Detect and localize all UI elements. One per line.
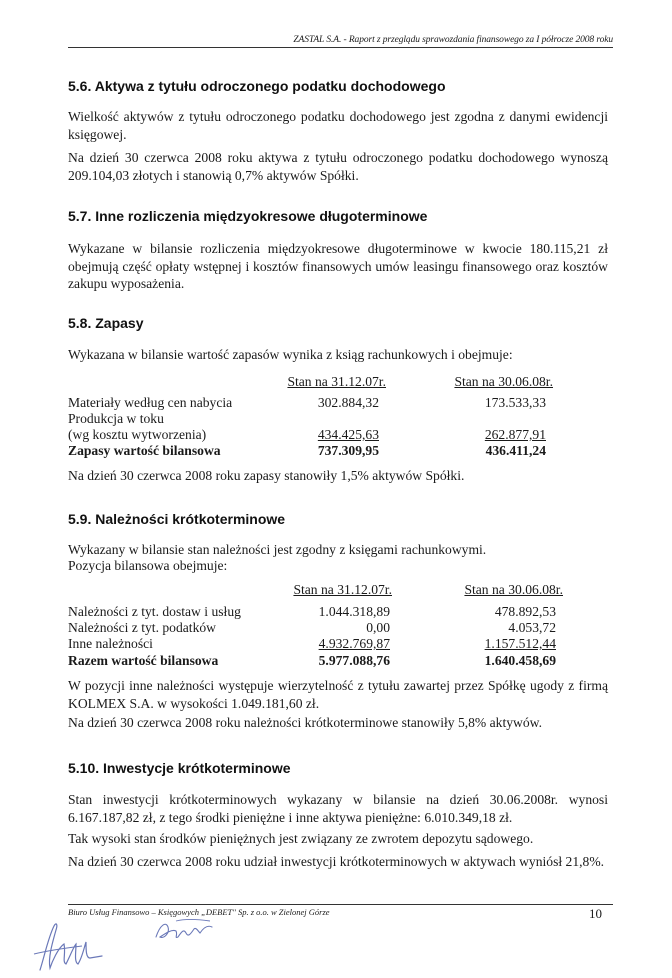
- inventory-total-label: Zapasy wartość bilansowa: [68, 443, 221, 458]
- signature-mark-right: [150, 915, 220, 947]
- section-5-7-paragraph: Wykazane w bilansie rozliczenia międzyokresowe długoterminowe w kwocie 180.115,21 zł obejmują część opłaty wstępnej i kosztów finansowych umów leasingu finansowego oraz kosztów zakupu wyposażenia.: [68, 241, 608, 291]
- receivables-row-label: Inne należności: [68, 636, 153, 651]
- section-5-9-heading: 5.9. Należności krótkoterminowe: [68, 511, 286, 527]
- inventory-total-2007: 737.309,95: [317, 443, 379, 458]
- section-5-8-intro: Wykazana w bilansie wartość zapasów wynika z ksiąg rachunkowych i obejmuje:: [68, 347, 513, 362]
- page-number: 10: [589, 906, 602, 921]
- inventory-total-2008: 436.411,24: [485, 443, 546, 458]
- section-5-10-paragraph-1: Stan inwestycji krótkoterminowych wykazany w bilansie na dzień 30.06.2008r. wynosi 6.167.187,82 zł, z tego środki pieniężne i inne aktywa pieniężne: 6.010.349,18 zł.: [68, 792, 608, 825]
- receivables-total-2007: 5.977.088,76: [318, 653, 390, 668]
- section-5-6-paragraph-1: Wielkość aktywów z tytułu odroczonego podatku dochodowego jest zgodna z danymi ewidencji księgowej.: [68, 109, 608, 142]
- receivables-row-value-2007: 1.044.318,89: [318, 604, 390, 619]
- receivables-row-value-2007: 4.932.769,87: [318, 636, 390, 651]
- receivables-row-value-2008: 478.892,53: [494, 604, 556, 619]
- receivables-col-header-2008: Stan na 30.06.08r.: [464, 582, 563, 597]
- section-5-6-heading: 5.6. Aktywa z tytułu odroczonego podatku dochodowego: [68, 78, 446, 94]
- section-5-8-heading: 5.8. Zapasy: [68, 315, 144, 331]
- receivables-total-label: Razem wartość bilansowa: [68, 653, 219, 668]
- section-5-10-paragraph-2: Tak wysoki stan środków pieniężnych jest związany ze zwrotem depozytu sądowego.: [68, 831, 534, 846]
- receivables-row-label: Należności z tyt. podatków: [68, 620, 216, 635]
- inventory-row-value-2008: 262.877,91: [484, 427, 546, 442]
- receivables-row-label: Należności z tyt. dostaw i usług: [68, 604, 241, 619]
- receivables-total-2008: 1.640.458,69: [484, 653, 556, 668]
- section-5-10-heading: 5.10. Inwestycje krótkoterminowe: [68, 760, 291, 776]
- inventory-col-header-2008: Stan na 30.06.08r.: [454, 374, 553, 389]
- inventory-col-header-2007: Stan na 31.12.07r.: [287, 374, 386, 389]
- section-5-9-paragraph-2: Na dzień 30 czerwca 2008 roku należności krótkoterminowe stanowiły 5,8% aktywów.: [68, 715, 543, 730]
- inventory-row-label: (wg kosztu wytworzenia): [68, 427, 207, 442]
- signature-mark-left: [30, 918, 120, 976]
- receivables-row-value-2008: 1.157.512,44: [484, 636, 556, 651]
- receivables-col-header-2007: Stan na 31.12.07r.: [293, 582, 392, 597]
- section-5-9-intro-2: Pozycja bilansowa obejmuje:: [68, 558, 228, 573]
- footer-company: Biuro Usług Finansowo – Księgowych „DEBET" Sp. z o.o. w Zielonej Górze: [68, 907, 330, 917]
- section-5-10-paragraph-3: Na dzień 30 czerwca 2008 roku udział inwestycji krótkoterminowych w aktywach wyniósł 21,8%.: [68, 854, 605, 869]
- section-5-8-paragraph-2: Na dzień 30 czerwca 2008 roku zapasy stanowiły 1,5% aktywów Spółki.: [68, 468, 465, 483]
- inventory-row-label: Produkcja w toku: [68, 411, 164, 426]
- section-5-9-intro-1: Wykazany w bilansie stan należności jest zgodny z księgami rachunkowymi.: [68, 542, 487, 557]
- inventory-row-value-2007: 302.884,32: [317, 395, 379, 410]
- section-5-7-heading: 5.7. Inne rozliczenia międzyokresowe długoterminowe: [68, 208, 428, 224]
- inventory-row-value-2007: 434.425,63: [317, 427, 379, 442]
- footer-rule: [68, 904, 613, 905]
- section-5-6-paragraph-2: Na dzień 30 czerwca 2008 roku aktywa z tytułu odroczonego podatku dochodowego wynoszą 209.104,03 złotych i stanowią 0,7% aktywów Spółki.: [68, 150, 608, 183]
- receivables-row-value-2007: 0,00: [366, 620, 390, 635]
- inventory-row-label: Materiały według cen nabycia: [68, 395, 233, 410]
- inventory-row-value-2008: 173.533,33: [484, 395, 546, 410]
- running-header: ZASTAL S.A. - Raport z przeglądu sprawozdania finansowego za I półrocze 2008 roku: [68, 35, 613, 48]
- receivables-row-value-2008: 4.053,72: [508, 620, 556, 635]
- section-5-9-paragraph-1: W pozycji inne należności występuje wierzytelność z tytułu zawartej przez Spółkę ugody z firmą KOLMEX S.A. w wysokości 1.049.181,60 zł.: [68, 678, 608, 711]
